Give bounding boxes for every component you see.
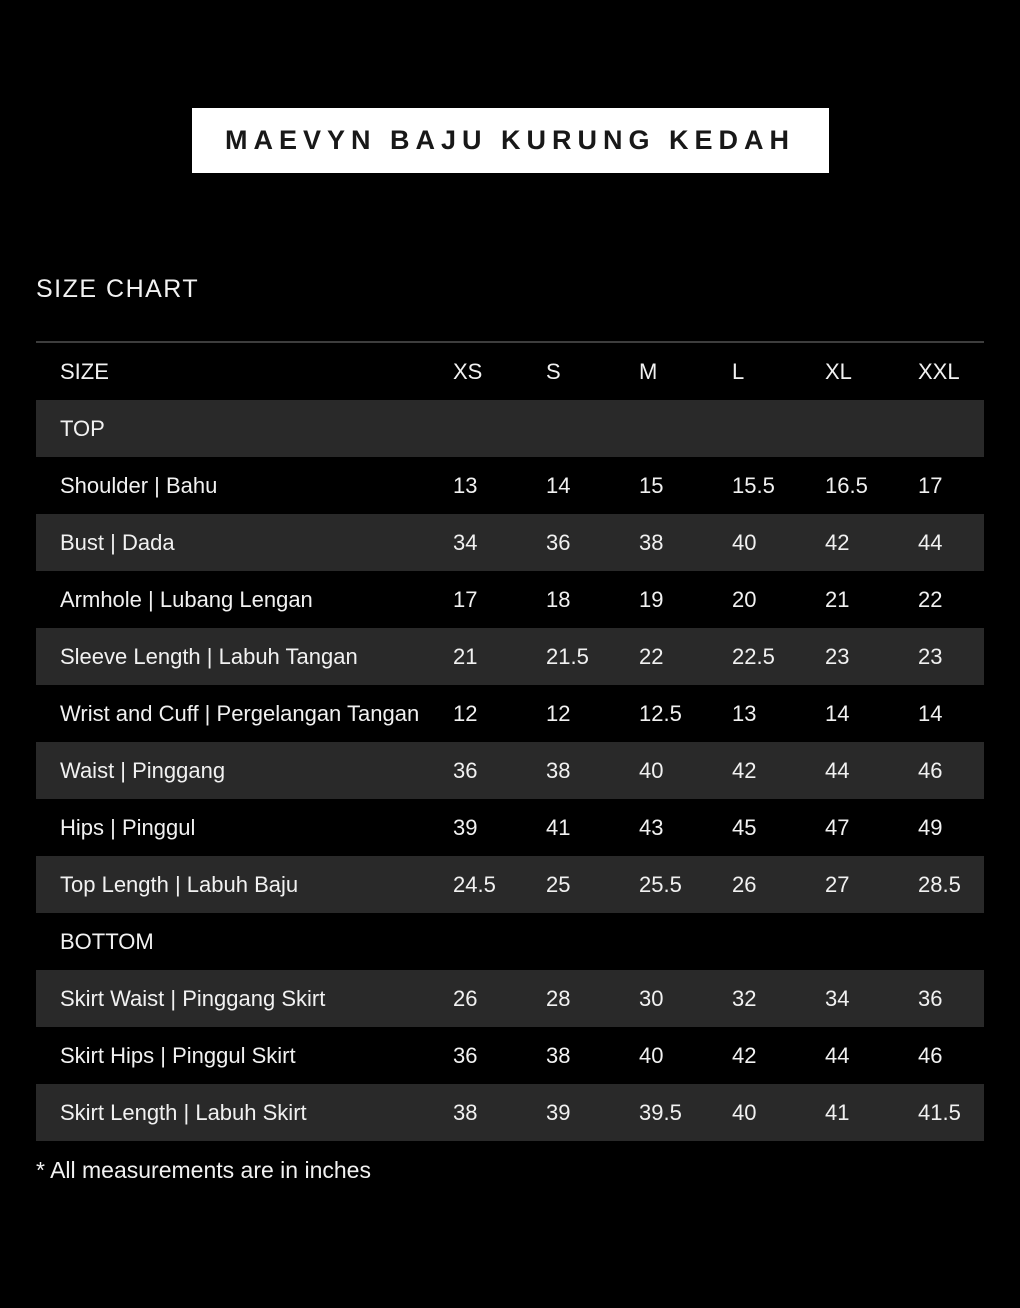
cell-value: 40 [732, 529, 757, 555]
product-title: MAEVYN BAJU KURUNG KEDAH [224, 125, 796, 155]
cell-value: 25 [546, 871, 571, 897]
table-row [36, 1084, 984, 1141]
cell-value: 36 [453, 757, 478, 783]
cell-value: 41 [825, 1099, 850, 1125]
cell-value: 22 [639, 643, 664, 669]
cell-value: 38 [639, 529, 664, 555]
cell-value: 22.5 [732, 643, 775, 669]
cell-value: 23 [918, 643, 943, 669]
cell-value: 38 [546, 757, 571, 783]
size-chart-table [36, 341, 984, 1141]
cell-value: 18 [546, 586, 571, 612]
row-label: Wrist and Cuff | Pergelangan Tangan [60, 700, 420, 726]
cell-value: 36 [546, 529, 571, 555]
table-section-row [36, 913, 984, 970]
cell-value: 43 [639, 814, 664, 840]
cell-value: 40 [639, 757, 664, 783]
table-row [36, 628, 984, 685]
row-label: Skirt Waist | Pinggang Skirt [60, 985, 326, 1011]
cell-value: 12.5 [639, 700, 682, 726]
cell-value: 44 [825, 1042, 850, 1068]
cell-value: 28 [546, 985, 571, 1011]
table-section-row [36, 400, 984, 457]
cell-value: 36 [918, 985, 943, 1011]
cell-value: 23 [825, 643, 850, 669]
cell-value: 26 [732, 871, 757, 897]
cell-value: 14 [546, 472, 571, 498]
cell-value: 38 [453, 1099, 478, 1125]
cell-value: 17 [453, 586, 478, 612]
table-header-row [36, 343, 984, 400]
cell-value: 20 [732, 586, 757, 612]
cell-value: 39 [453, 814, 478, 840]
size-chart-heading: SIZE CHART [36, 275, 200, 303]
cell-value: 28.5 [918, 871, 961, 897]
product-title-banner [192, 108, 829, 173]
measurements-footnote: * All measurements are in inches [36, 1157, 371, 1183]
column-header: XL [825, 358, 852, 384]
cell-value: 27 [825, 871, 850, 897]
section-label: TOP [60, 415, 105, 441]
cell-value: 40 [732, 1099, 757, 1125]
cell-value: 41 [546, 814, 571, 840]
cell-value: 46 [918, 757, 943, 783]
cell-value: 36 [453, 1042, 478, 1068]
column-header: M [639, 358, 658, 384]
table-row [36, 685, 984, 742]
row-label: Waist | Pinggang [60, 757, 226, 783]
cell-value: 30 [639, 985, 664, 1011]
cell-value: 15 [639, 472, 664, 498]
column-header: XS [453, 358, 483, 384]
cell-value: 13 [732, 700, 757, 726]
cell-value: 13 [453, 472, 478, 498]
section-label: BOTTOM [60, 928, 154, 954]
size-column-title: SIZE [60, 358, 109, 384]
cell-value: 19 [639, 586, 664, 612]
column-header: L [732, 358, 745, 384]
cell-value: 45 [732, 814, 757, 840]
cell-value: 44 [918, 529, 943, 555]
column-header: S [546, 358, 561, 384]
table-row [36, 856, 984, 913]
row-label: Skirt Length | Labuh Skirt [60, 1099, 307, 1125]
row-label: Bust | Dada [60, 529, 175, 555]
table-row [36, 514, 984, 571]
cell-value: 42 [732, 757, 757, 783]
row-label: Armhole | Lubang Lengan [60, 586, 313, 612]
cell-value: 34 [453, 529, 478, 555]
cell-value: 38 [546, 1042, 571, 1068]
cell-value: 21.5 [546, 643, 589, 669]
row-label: Hips | Pinggul [60, 814, 196, 840]
cell-value: 40 [639, 1042, 664, 1068]
cell-value: 16.5 [825, 472, 868, 498]
cell-value: 21 [825, 586, 850, 612]
row-label: Top Length | Labuh Baju [60, 871, 299, 897]
cell-value: 14 [825, 700, 850, 726]
cell-value: 24.5 [453, 871, 496, 897]
cell-value: 26 [453, 985, 478, 1011]
cell-value: 44 [825, 757, 850, 783]
cell-value: 34 [825, 985, 850, 1011]
row-label: Shoulder | Bahu [60, 472, 218, 498]
table-row [36, 742, 984, 799]
cell-value: 12 [546, 700, 571, 726]
row-label: Sleeve Length | Labuh Tangan [60, 643, 358, 669]
cell-value: 25.5 [639, 871, 682, 897]
table-row [36, 970, 984, 1027]
cell-value: 17 [918, 472, 943, 498]
column-header: XXL [918, 358, 960, 384]
cell-value: 39.5 [639, 1099, 682, 1125]
cell-value: 39 [546, 1099, 571, 1125]
table-row [36, 799, 984, 856]
cell-value: 47 [825, 814, 850, 840]
cell-value: 22 [918, 586, 943, 612]
cell-value: 49 [918, 814, 943, 840]
cell-value: 21 [453, 643, 478, 669]
cell-value: 46 [918, 1042, 943, 1068]
cell-value: 14 [918, 700, 943, 726]
table-row [36, 457, 984, 514]
cell-value: 42 [825, 529, 850, 555]
cell-value: 15.5 [732, 472, 775, 498]
table-row [36, 571, 984, 628]
cell-value: 42 [732, 1042, 757, 1068]
cell-value: 41.5 [918, 1099, 961, 1125]
cell-value: 32 [732, 985, 757, 1011]
row-label: Skirt Hips | Pinggul Skirt [60, 1042, 296, 1068]
cell-value: 12 [453, 700, 478, 726]
table-row [36, 1027, 984, 1084]
